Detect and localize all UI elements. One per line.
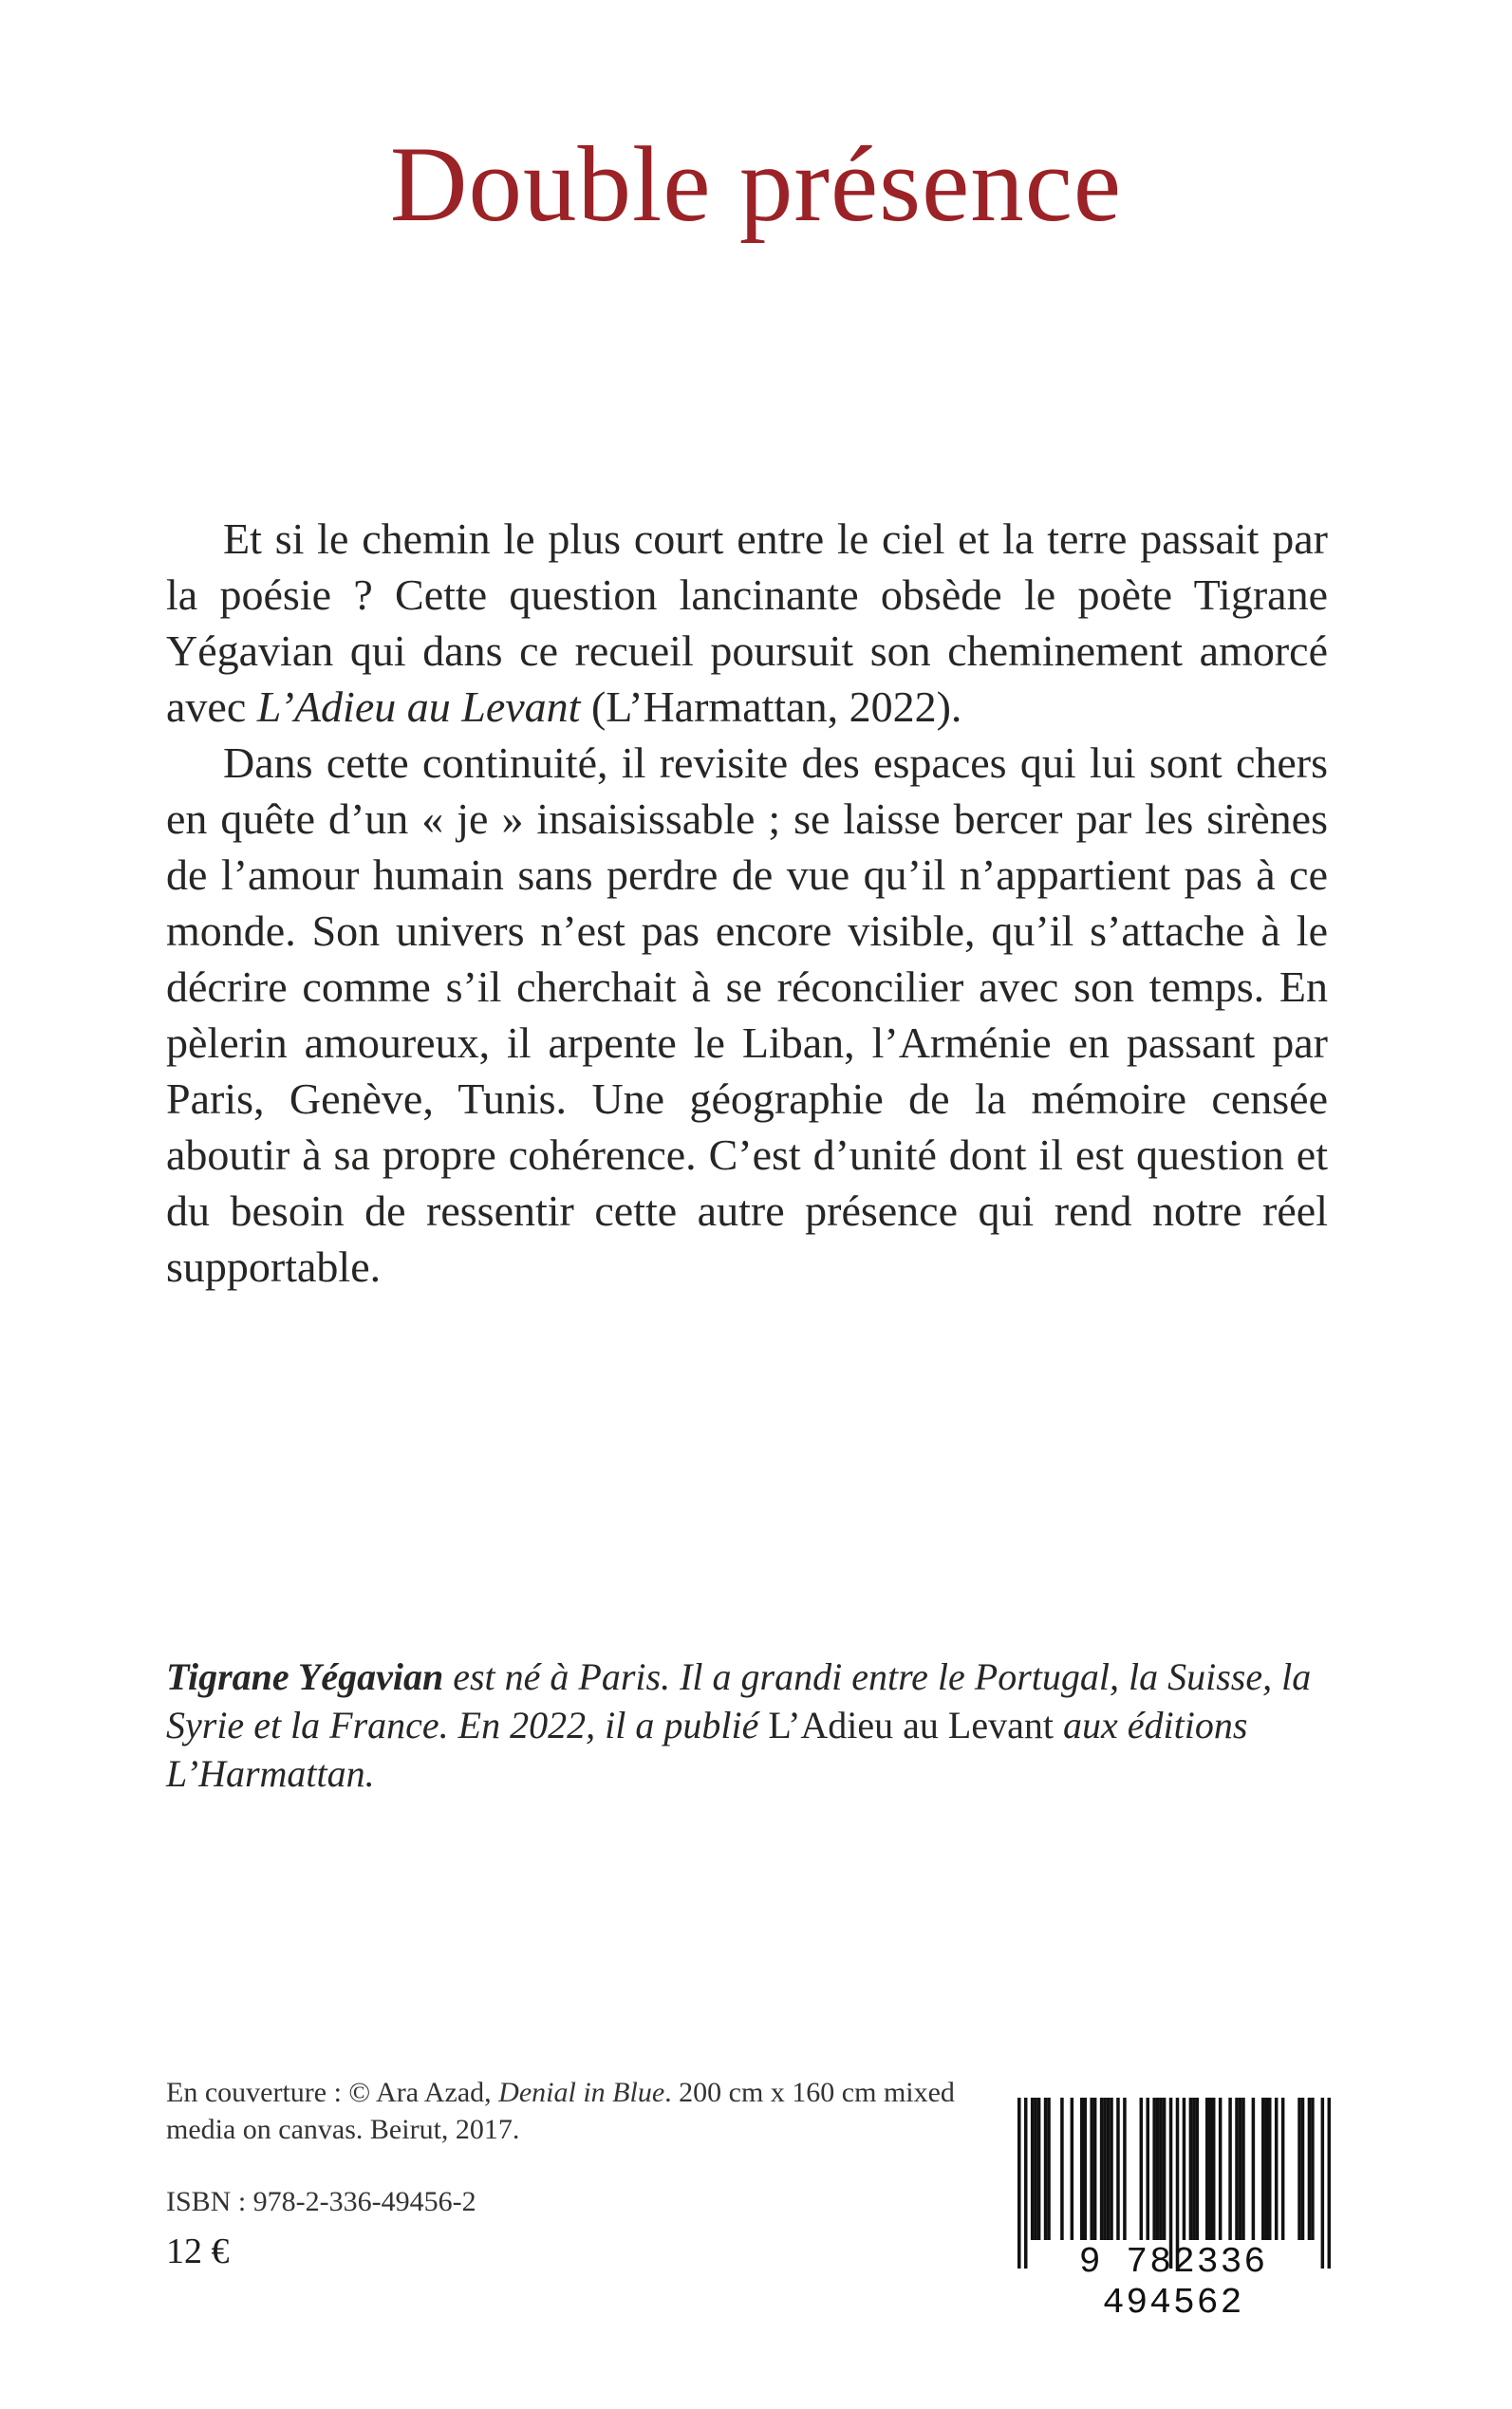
barcode-bar	[1265, 2098, 1269, 2240]
barcode-bar	[1071, 2098, 1074, 2240]
barcode-bar	[1093, 2098, 1097, 2240]
barcode-bar	[1297, 2098, 1301, 2240]
barcode-bar	[1060, 2098, 1064, 2240]
blurb-paragraph-2: Dans cette continuité, il revisite des espaces qui lui sont chers en quête d’un « je » insaisissable ; se laisse bercer par les sirènes de l’amour humain sans perdre de vue qu’il n’appartient pas à ce monde. Son univers n’est pas encore visible, qu’il s’attache à le décrire comme s’il cherchait à se réconcilier avec son temps. En pèlerin amoureux, il arpente le Liban, l’Arménie en passant par Paris, Genève, Tunis. Une géographie de la mémoire censée aboutir à sa propre cohérence. C’est d’unité dont il est question et du besoin de ressentir cette autre présence qui rend notre réel supportable.	[166, 738, 1328, 1291]
barcode-bar	[1156, 2098, 1160, 2240]
barcode-bar	[1163, 2098, 1167, 2240]
barcode-bar	[1083, 2098, 1087, 2240]
author-bio-book-title: L’Adieu au Levant	[768, 1704, 1054, 1746]
blurb-paragraph-1	[166, 511, 1328, 735]
barcode-bar	[1123, 2098, 1127, 2240]
book-title: Double présence	[389, 125, 1123, 244]
barcode-bar	[1212, 2098, 1216, 2240]
barcode-bar	[1107, 2098, 1111, 2240]
barcode-bar	[1252, 2098, 1256, 2240]
author-bio-text-1: est né à Paris. Il a grandi entre le Portugal, la Suisse, la Syrie et la France. En 2022, il a publié	[166, 1655, 1312, 1746]
barcode-bar	[1103, 2098, 1107, 2240]
barcode-bar	[1183, 2098, 1186, 2240]
blurb-book-reference: L’Adieu au Levant	[256, 682, 581, 731]
cover-artwork-title: Denial in Blue	[498, 2077, 665, 2108]
price: 12 €	[166, 2232, 230, 2271]
barcode-bar	[1275, 2098, 1279, 2240]
barcode-bar	[1110, 2098, 1113, 2240]
barcode-bar	[1116, 2098, 1120, 2240]
barcode-bar	[1034, 2098, 1037, 2240]
barcode-bar	[1031, 2098, 1035, 2240]
barcode-bar	[1192, 2098, 1196, 2240]
barcode-bar	[1219, 2098, 1223, 2240]
barcode-bar	[1159, 2098, 1163, 2240]
author-name: Tigrane Yégavian	[166, 1655, 444, 1698]
cover-credit-suffix: . 200 cm x 160 cm mixed media on canvas. Beirut, 2017.	[166, 2077, 955, 2145]
barcode-bar	[1228, 2098, 1232, 2240]
barcode-bar	[1208, 2098, 1212, 2240]
barcode-bar	[1189, 2098, 1193, 2240]
barcode-bar	[1261, 2098, 1265, 2240]
barcode-bar	[1152, 2098, 1156, 2240]
barcode-bar	[1281, 2098, 1285, 2240]
author-bio	[166, 1653, 1328, 1798]
barcode-bar	[1100, 2098, 1104, 2240]
barcode-digits: 9 782336 494562	[1078, 2242, 1268, 2324]
barcode-bar	[1140, 2098, 1144, 2240]
author-bio-text-2: aux éditions L’Harmattan.	[166, 1704, 1248, 1795]
back-cover-blurb	[166, 511, 1328, 1295]
barcode-bar	[1241, 2098, 1245, 2240]
blurb-paragraph-1-end: (L’Harmattan, 2022).	[580, 682, 962, 731]
barcode-bar	[1308, 2098, 1312, 2240]
barcode-bar	[1268, 2098, 1272, 2240]
barcode-bar	[1205, 2098, 1209, 2240]
barcode-bar	[1080, 2098, 1084, 2240]
blurb-paragraph-1-start: Et si le chemin le plus court entre le ciel et la terre passait par la poésie ? Cette question lancinante obsède le poète Tigrane Yégavian qui dans ce recueil poursuit son cheminement amorcé avec	[166, 514, 1328, 731]
barcode-bar	[1196, 2098, 1200, 2240]
barcode-bar	[1239, 2098, 1242, 2240]
barcode-bar	[1301, 2098, 1305, 2240]
barcode-bar	[1047, 2098, 1051, 2240]
barcode-bar	[1090, 2098, 1093, 2240]
barcode-bar	[1146, 2098, 1149, 2240]
barcode-bar	[1235, 2098, 1239, 2240]
cover-credit-prefix: En couverture : © Ara Azad,	[166, 2077, 499, 2108]
barcode-bar	[1044, 2098, 1048, 2240]
barcode-bar	[1311, 2098, 1315, 2240]
barcode-bar	[1037, 2098, 1041, 2240]
isbn: ISBN : 978-2-336-49456-2	[166, 2186, 476, 2217]
cover-credit	[166, 2074, 982, 2148]
